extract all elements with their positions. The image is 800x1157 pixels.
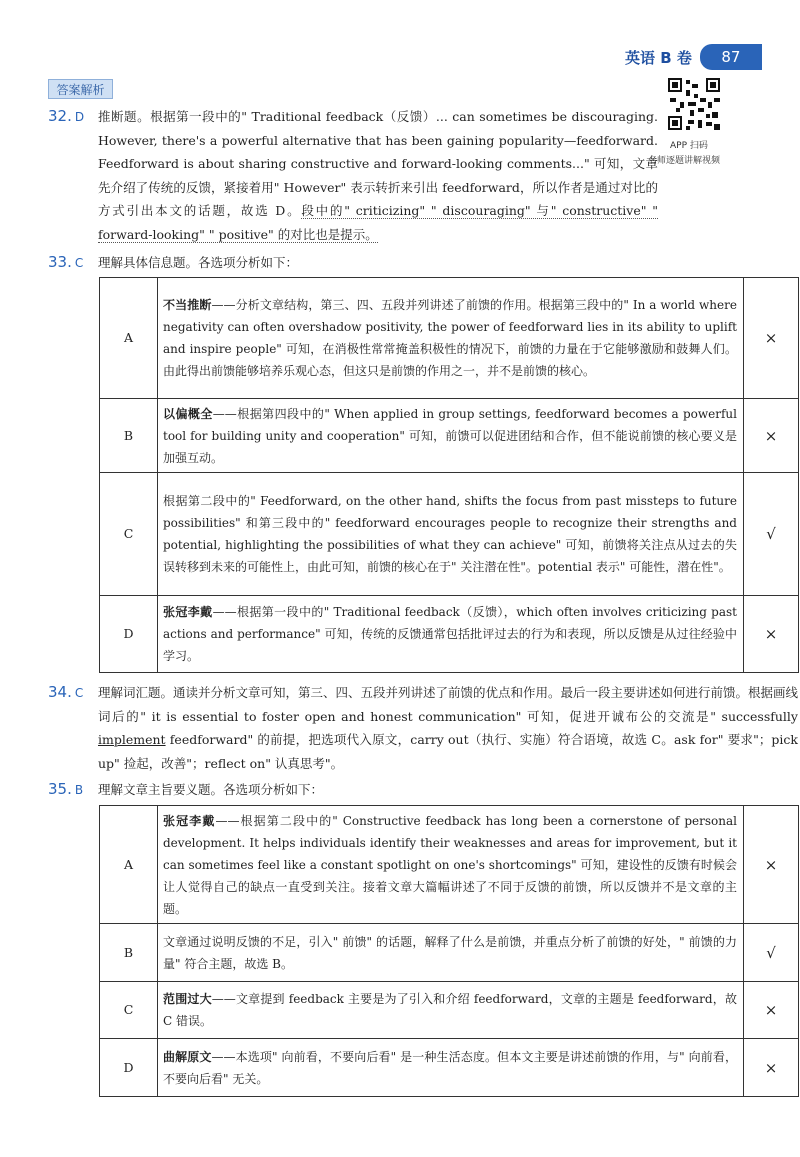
option-analysis: 以偏概全——根据第四段中的" When applied in group settings, feedforward becomes a powerful tool for building unity and cooperation" 可知，前馈可以促进团结和合作，但不能说前馈的核心要义是加强互动。: [158, 399, 744, 473]
option-analysis: 不当推断——分析文章结构，第三、四、五段并列讲述了前馈的作用。根据第三段中的" In a world where negativity can often overshadow positivity, the power of feedforward lies in its ability to uplift and inspire people" 可知，在消极性常常掩盖积极性的情况下，前馈的力量在于它能够激励和鼓舞人们。由此得出前馈能够培养乐观心态，但这只是前馈的作用之一，并不是前馈的核心。: [158, 278, 744, 399]
page-header: [625, 44, 762, 70]
question-number: 35. B: [48, 780, 84, 798]
table-row: [100, 982, 799, 1039]
wrong-mark: ×: [744, 399, 799, 473]
page-number: 87: [700, 44, 762, 70]
wrong-mark: ×: [744, 982, 799, 1039]
question-intro: 理解文章主旨要义题。各选项分析如下：: [98, 782, 324, 797]
option-label: A: [100, 278, 158, 399]
question-33: [48, 251, 800, 275]
option-analysis: 文章通过说明反馈的不足，引入" 前馈" 的话题，解释了什么是前馈，并重点分析了前馈的好处，" 前馈的力量" 符合主题，故选 B。: [158, 924, 744, 982]
table-row: [100, 596, 799, 673]
option-label: C: [100, 473, 158, 596]
option-analysis: 张冠李戴——根据第二段中的" Constructive feedback has long been a cornerstone of personal development. It helps individuals identify their weaknesses and areas for improvement, but it can sometimes feel like a constant spotlight on one's shortcomings" 可知，建设性的反馈有时候会让人觉得自己的缺点一直受到关注。接着文章大篇幅讲述了不同于反馈的前馈，所以反馈并不是文章的主题。: [158, 806, 744, 924]
explanation-text: 推断题。根据第一段中的" Traditional feedback（反馈）... can sometimes be discouraging. However, there's a powerful alternative that has been gaining popularity—feedforward. Feedforward is about sharing constructive and forward-looking comments..." 可知，文章先介绍了传统的反馈，紧接着用" However" 表示转折来引出 feedforward，所以作者是通过对比的方式引出本文的话题，故选 D。段中的" criticizing" " discouraging" 与" constructive" " forward-looking" " positive" 的对比也是提示。: [98, 109, 658, 242]
qr-caption-video: 名师逐题讲解视频: [648, 156, 721, 166]
option-analysis: 范围过大——文章提到 feedback 主要是为了引入和介绍 feedforward，文章的主题是 feedforward，故 C 错误。: [158, 982, 744, 1039]
option-label: C: [100, 982, 158, 1039]
answer-letter: D: [74, 110, 85, 124]
wrong-mark: ×: [744, 278, 799, 399]
option-label: A: [100, 806, 158, 924]
question-number: 34. C: [48, 683, 84, 701]
qr-caption-scan: APP 扫码: [670, 141, 708, 151]
answer-letter: C: [74, 256, 84, 270]
wrong-mark: ×: [744, 806, 799, 924]
table-row: [100, 278, 799, 399]
question-34: [48, 681, 800, 773]
option-label: D: [100, 1039, 158, 1097]
option-analysis: 根据第二段中的" Feedforward, on the other hand, shifts the focus from past missteps to future possibilities" 和第三段中的" feedforward encourages people to recognize their strengths and potential, highlighting the possibilities of what they can achieve" 可知，前馈将关注点从过去的失误转移到未来的可能性上，由此可知，前馈的核心在于" 关注潜在性"。potential 表示" 可能性，潜在性"。: [158, 473, 744, 596]
question-32: [48, 105, 800, 250]
question-35: [48, 778, 800, 802]
answer-letter: C: [74, 686, 84, 700]
q35-options-table: [99, 805, 799, 1097]
answer-section-tag: 答案解析: [48, 79, 113, 99]
table-row: [100, 473, 799, 596]
underlined-word: implement: [98, 732, 166, 747]
exam-title: 英语 B 卷: [625, 48, 692, 67]
question-number: 33. C: [48, 253, 84, 271]
table-row: [100, 924, 799, 982]
question-intro: 理解具体信息题。各选项分析如下：: [98, 255, 299, 270]
correct-mark: √: [744, 924, 799, 982]
option-label: B: [100, 399, 158, 473]
option-analysis: 张冠李戴——根据第一段中的" Traditional feedback（反馈），which often involves criticizing past actions and performance" 可知，传统的反馈通常包括批评过去的行为和表现，所以反馈是从过往经验中学习。: [158, 596, 744, 673]
table-row: [100, 399, 799, 473]
correct-mark: √: [744, 473, 799, 596]
table-row: [100, 806, 799, 924]
option-label: D: [100, 596, 158, 673]
hint-text: 段中的" criticizing" " discouraging" 与" constructive" " forward-looking" " positive" 的对比也是提示。: [98, 203, 658, 242]
option-label: B: [100, 924, 158, 982]
wrong-mark: ×: [744, 596, 799, 673]
explanation-text: 理解词汇题。通读并分析文章可知，第三、四、五段并列讲述了前馈的优点和作用。最后一段主要讲述如何进行前馈。根据画线词后的" it is essential to foster open and honest communication" 可知，促进开诚布公的交流是" successfully implement feedforward" 的前提，把选项代入原文，carry out（执行、实施）符合语境，故选 C。ask for" 要求"；pick up" 捡起，改善"；reflect on" 认真思考"。: [98, 685, 799, 771]
option-analysis: 曲解原文——本选项" 向前看，不要向后看" 是一种生活态度。但本文主要是讲述前馈的作用，与" 向前看，不要向后看" 无关。: [158, 1039, 744, 1097]
wrong-mark: ×: [744, 1039, 799, 1097]
question-number: 32. D: [48, 107, 85, 125]
table-row: [100, 1039, 799, 1097]
answer-letter: B: [74, 783, 84, 797]
q33-options-table: [99, 277, 799, 673]
